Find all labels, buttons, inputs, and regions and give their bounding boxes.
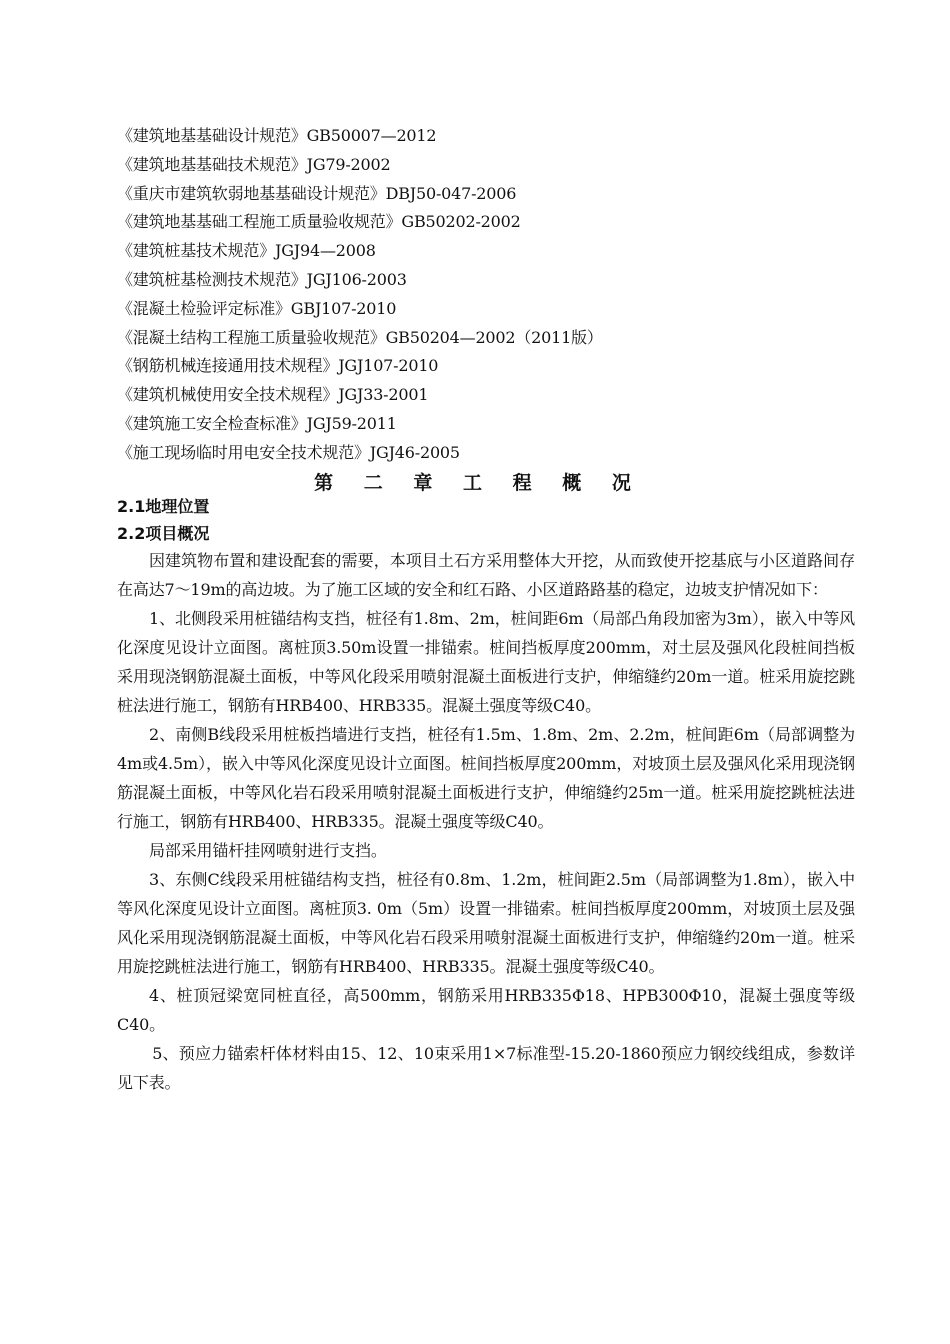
reference-item: 《建筑地基基础工程施工质量验收规范》GB50202-2002: [117, 212, 521, 232]
reference-item: 《建筑桩基技术规范》JGJ94—2008: [117, 241, 376, 261]
overview-body: [117, 546, 855, 1097]
reference-item: 《建筑机械使用安全技术规程》JGJ33-2001: [117, 385, 429, 405]
reference-item: 《建筑地基基础技术规范》JG79-2002: [117, 154, 391, 174]
reference-item: 《建筑施工安全检查标准》JGJ59-2011: [117, 413, 397, 433]
reference-item: 《钢筋机械连接通用技术规程》JGJ107-2010: [117, 356, 439, 376]
reference-item: 《建筑地基基础设计规范》GB50007—2012: [117, 126, 437, 145]
reference-item: 《混凝土结构工程施工质量验收规范》GB50204—2002（2011版）: [117, 327, 603, 347]
reference-item: 《重庆市建筑软弱地基基础设计规范》DBJ50-047-2006: [117, 183, 517, 203]
paragraph: 4、桩顶冠梁宽同桩直径，高500mm，钢筋采用HRB335Φ18、HPB300Φ10，混凝土强度等级C40。: [117, 986, 855, 1034]
section-heading-overview: 2.2项目概况: [117, 524, 210, 543]
paragraph: 局部采用锚杆挂网喷射进行支挡。: [149, 841, 387, 860]
reference-item: 《建筑桩基检测技术规范》JGJ106-2003: [117, 269, 407, 289]
section-heading-location: 2.1地理位置: [117, 497, 210, 516]
paragraph: 5、预应力锚索杆体材料由15、12、10束采用1×7标准型-15.20-1860预应力钢绞线组成，参数详见下表。: [117, 1044, 855, 1092]
reference-list: [117, 122, 897, 468]
paragraph: 3、东侧C线段采用桩锚结构支挡，桩径有0.8m、1.2m，桩间距2.5m（局部调整为1.8m），嵌入中等风化深度见设计立面图。离桩顶3. 0m（5m）设置一排锚索。桩间挡板厚度200mm，对坡顶土层及强风化采用现浇钢筋混凝土面板，中等风化岩石段采用喷射混凝土面板进行支护，伸缩缝约20m一道。桩采用旋挖跳桩法进行施工，钢筋有HRB400、HRB335。混凝土强度等级C40。: [117, 870, 855, 976]
paragraph: 因建筑物布置和建设配套的需要，本项目土石方采用整体大开挖，从而致使开挖基底与小区道路间存在高达7～19m的高边坡。为了施工区域的安全和红石路、小区道路路基的稳定，边坡支护情况如下：: [117, 551, 855, 599]
chapter-title: 第 二 章 工 程 概 况: [314, 472, 636, 494]
reference-item: 《混凝土检验评定标准》GBJ107-2010: [117, 298, 397, 318]
paragraph: 1、北侧段采用桩锚结构支挡，桩径有1.8m、2m，桩间距6m（局部凸角段加密为3m），嵌入中等风化深度见设计立面图。离桩顶3.50m设置一排锚索。桩间挡板厚度200mm，对土层及强风化段桩间挡板采用现浇钢筋混凝土面板，中等风化段采用喷射混凝土面板进行支护，伸缩缝约20m一道。桩采用旋挖跳桩法进行施工，钢筋有HRB400、HRB335。混凝土强度等级C40。: [117, 609, 855, 715]
paragraph: 2、南侧B线段采用桩板挡墙进行支挡，桩径有1.5m、1.8m、2m、2.2m，桩间距6m（局部调整为4m或4.5m），嵌入中等风化深度见设计立面图。桩间挡板厚度200mm，对坡顶土层及强风化采用现浇钢筋混凝土面板，中等风化岩石段采用喷射混凝土面板进行支护，伸缩缝约25m一道。桩采用旋挖跳桩法进行施工，钢筋有HRB400、HRB335。混凝土强度等级C40。: [117, 725, 855, 831]
reference-item: 《施工现场临时用电安全技术规范》JGJ46-2005: [117, 442, 460, 462]
